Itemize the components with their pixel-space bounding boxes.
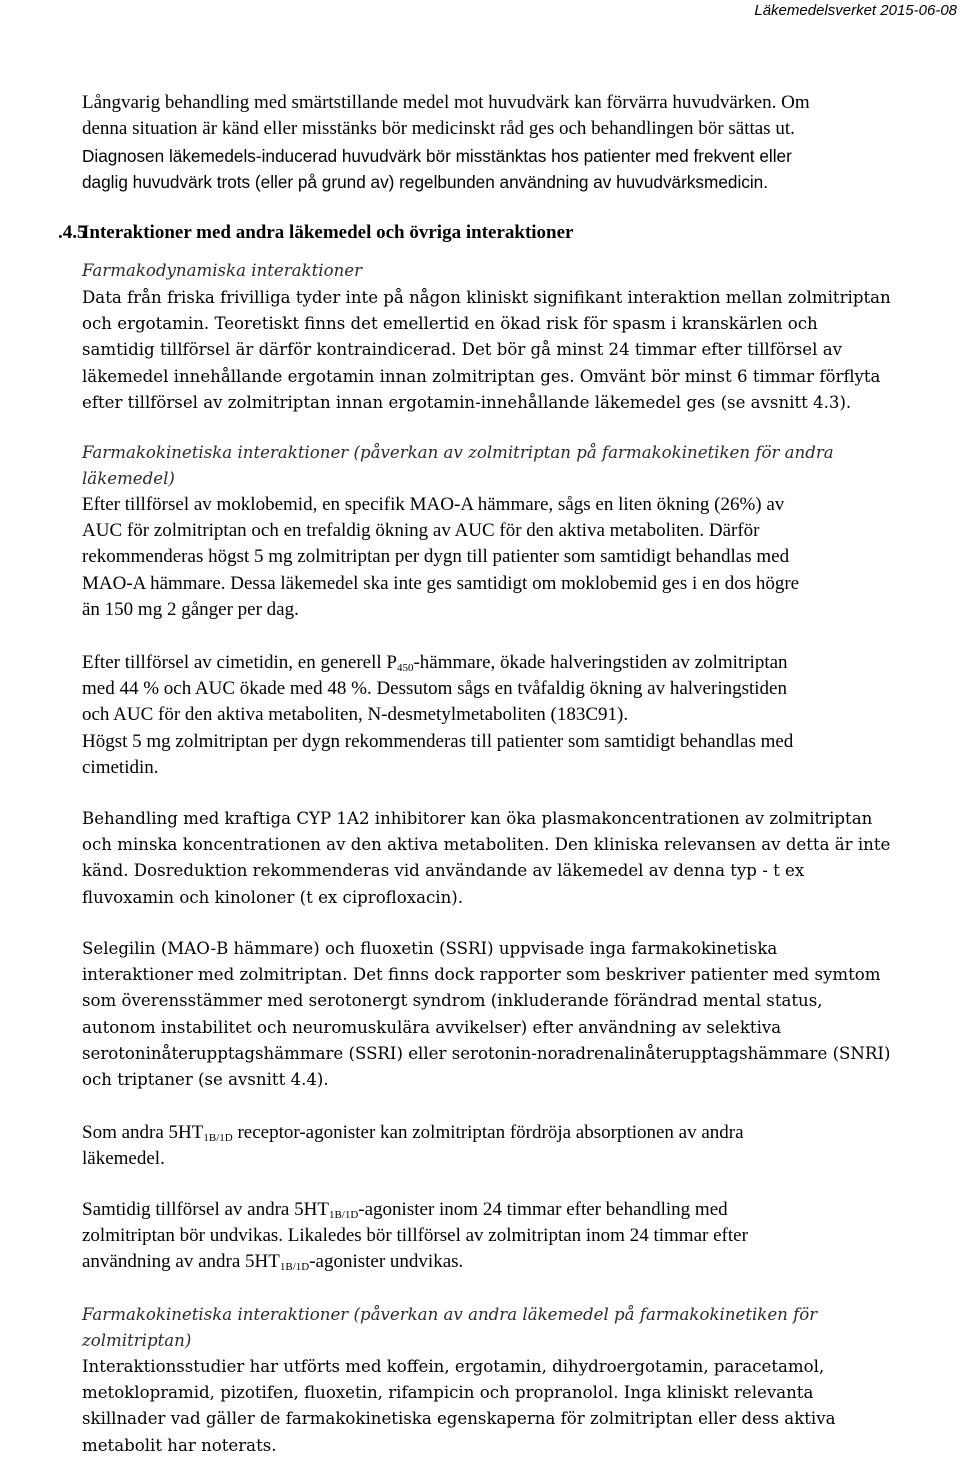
text-fragment: receptor-agonister kan zolmitriptan fördröja absorptionen av andra xyxy=(232,1122,744,1143)
text-line: Högst 5 mg zolmitriptan per dygn rekommenderas till patienter som samtidigt behandlas med xyxy=(82,730,794,752)
subscript: 1B/1D xyxy=(279,1261,310,1274)
text-fragment: användning av andra 5HT xyxy=(82,1251,280,1273)
text-line: Interaktionsstudier har utförts med koffein, ergotamin, dihydroergotamin, paracetamol, xyxy=(82,1357,825,1376)
ssri-paragraph xyxy=(82,936,960,1093)
agonist-paragraph-1 xyxy=(82,1120,960,1172)
pk2-heading xyxy=(82,1302,960,1354)
text-line: och triptaner (se avsnitt 4.4). xyxy=(82,1070,329,1090)
text-line: läkemedel innehållande ergotamin innan zolmitriptan ges. Omvänt bör minst 6 timmar förflyta xyxy=(82,366,881,386)
text-line: denna situation är känd eller misstänks bör medicinskt råd ges och behandlingen bör sättas ut. xyxy=(82,118,795,140)
pd-heading xyxy=(82,258,960,284)
text-line: som överensstämmer med serotonergt syndrom (inkluderande förändrad mental status, xyxy=(82,991,823,1011)
text-line: och ergotamin. Teoretiskt finns det emellertid en ökad risk för spasm i kranskärlen och xyxy=(82,314,818,334)
text-line: serotoninåterupptagshämmare (SSRI) eller serotonin-noradrenalinåterupptagshämmare (SNRI) xyxy=(82,1043,891,1063)
text-line: cimetidin. xyxy=(82,756,159,778)
text-fragment: Samtidig tillförsel av andra 5HT xyxy=(82,1199,329,1220)
text-line: MAO-A hämmare. Dessa läkemedel ska inte ges samtidigt om moklobemid ges i en dos högre xyxy=(82,572,800,594)
text-fragment: Som andra 5HT xyxy=(82,1122,204,1143)
text-fragment: -hämmare, ökade halveringstiden av zolmitriptan xyxy=(413,652,788,673)
section-number: .4.5 xyxy=(58,222,87,243)
text-line: rekommenderas högst 5 mg zolmitriptan per dygn till patienter som samtidigt behandlas med xyxy=(82,546,790,568)
text-fragment: Efter tillförsel av cimetidin, en generell P xyxy=(82,652,397,673)
subheading: Farmakokinetiska interaktioner (påverkan av andra läkemedel på farmakokinetiken för xyxy=(82,1305,818,1324)
text-line: känd. Dosreduktion rekommenderas vid användande av läkemedel av denna typ - t ex xyxy=(82,861,805,881)
text-line: autonom instabilitet och neuromuskulära avvikelser) efter användning av selektiva xyxy=(82,1017,782,1037)
subscript: 1B/1D xyxy=(203,1132,233,1144)
pk1-paragraph xyxy=(82,492,960,623)
text-fragment: -agonister undvikas. xyxy=(309,1251,464,1273)
text-line xyxy=(82,1249,960,1275)
text-line: Behandling med kraftiga CYP 1A2 inhibitorer kan öka plasmakoncentrationen av zolmitriptan xyxy=(82,809,873,828)
text-line: och minska koncentrationen av den aktiva metaboliten. Den kliniska relevansen av detta är inte xyxy=(82,835,891,855)
text-line: Diagnosen läkemedels-inducerad huvudvärk bör misstänktas hos patienter med frekvent eller xyxy=(82,146,792,166)
text-line xyxy=(82,650,960,676)
text-line: och AUC för den aktiva metaboliten, N-desmetylmetaboliten (183C91). xyxy=(82,704,629,726)
text-line: Efter tillförsel av moklobemid, en specifik MAO-A hämmare, sågs en liten ökning (26%) av xyxy=(82,494,785,515)
subscript: 1B/1D xyxy=(328,1209,359,1221)
subheading: läkemedel) xyxy=(82,469,175,489)
text-line: läkemedel. xyxy=(82,1148,165,1170)
text-line: med 44 % och AUC ökade med 48 %. Dessutom sågs en tvåfaldig ökning av halveringstiden xyxy=(82,678,787,700)
text-fragment: -agonister inom 24 timmar efter behandling med xyxy=(358,1199,728,1220)
pd-paragraph xyxy=(82,285,960,416)
subheading: zolmitriptan) xyxy=(82,1331,192,1351)
text-line xyxy=(82,1197,960,1223)
section-title: Interaktioner med andra läkemedel och övriga interaktioner xyxy=(82,222,574,243)
subheading: Farmakodynamiska interaktioner xyxy=(82,261,363,280)
pk1-heading xyxy=(82,440,960,492)
text-line: metoklopramid, pizotifen, fluoxetin, rifampicin och propranolol. Inga kliniskt relevanta xyxy=(82,1383,814,1403)
text-line: samtidig tillförsel är därför kontraindicerad. Det bör gå minst 24 timmar efter tillförsel av xyxy=(82,340,842,360)
text-line xyxy=(82,1120,960,1146)
pk2-paragraph xyxy=(82,1354,960,1459)
text-line: skillnader vad gäller de farmakokinetiska egenskaperna för zolmitriptan eller dess aktiva xyxy=(82,1409,836,1429)
text-line: Data från friska frivilliga tyder inte på någon kliniskt signifikant interaktion mellan zolmitriptan xyxy=(82,288,891,307)
agonist-paragraph-2 xyxy=(82,1197,960,1276)
cimetidine-paragraph xyxy=(82,650,960,781)
text-line: än 150 mg 2 gånger per dag. xyxy=(82,598,299,620)
text-line: efter tillförsel av zolmitriptan innan ergotamin-innehållande läkemedel ges (se avsnitt 4.3). xyxy=(82,392,852,412)
text-line: daglig huvudvärk trots (eller på grund av) regelbunden användning av huvudvärksmedicin. xyxy=(82,172,769,193)
text-line: AUC för zolmitriptan och en trefaldig ökning av AUC för den aktiva metaboliten. Därför xyxy=(82,520,760,542)
text-line: Långvarig behandling med smärtstillande medel mot huvudvärk kan förvärra huvudvärken. Om xyxy=(82,92,810,113)
text-line: interaktioner med zolmitriptan. Det finns dock rapporter som beskriver patienter med symtom xyxy=(82,965,881,985)
intro-paragraph-cont xyxy=(82,143,960,195)
text-line: metabolit har noterats. xyxy=(82,1435,277,1455)
intro-paragraph xyxy=(82,90,960,142)
page-header-date: Läkemedelsverket 2015-06-08 xyxy=(754,2,957,19)
subscript: 450 xyxy=(396,662,414,674)
text-line: Selegilin (MAO-B hämmare) och fluoxetin (SSRI) uppvisade inga farmakokinetiska xyxy=(82,939,778,958)
cyp-paragraph xyxy=(82,806,960,911)
subheading: Farmakokinetiska interaktioner (påverkan av zolmitriptan på farmakokinetiken för andra xyxy=(82,443,834,462)
text-line: zolmitriptan bör undvikas. Likaledes bör tillförsel av zolmitriptan inom 24 timmar efter xyxy=(82,1225,748,1247)
text-line: fluvoxamin och kinoloner (t ex ciprofloxacin). xyxy=(82,887,464,907)
